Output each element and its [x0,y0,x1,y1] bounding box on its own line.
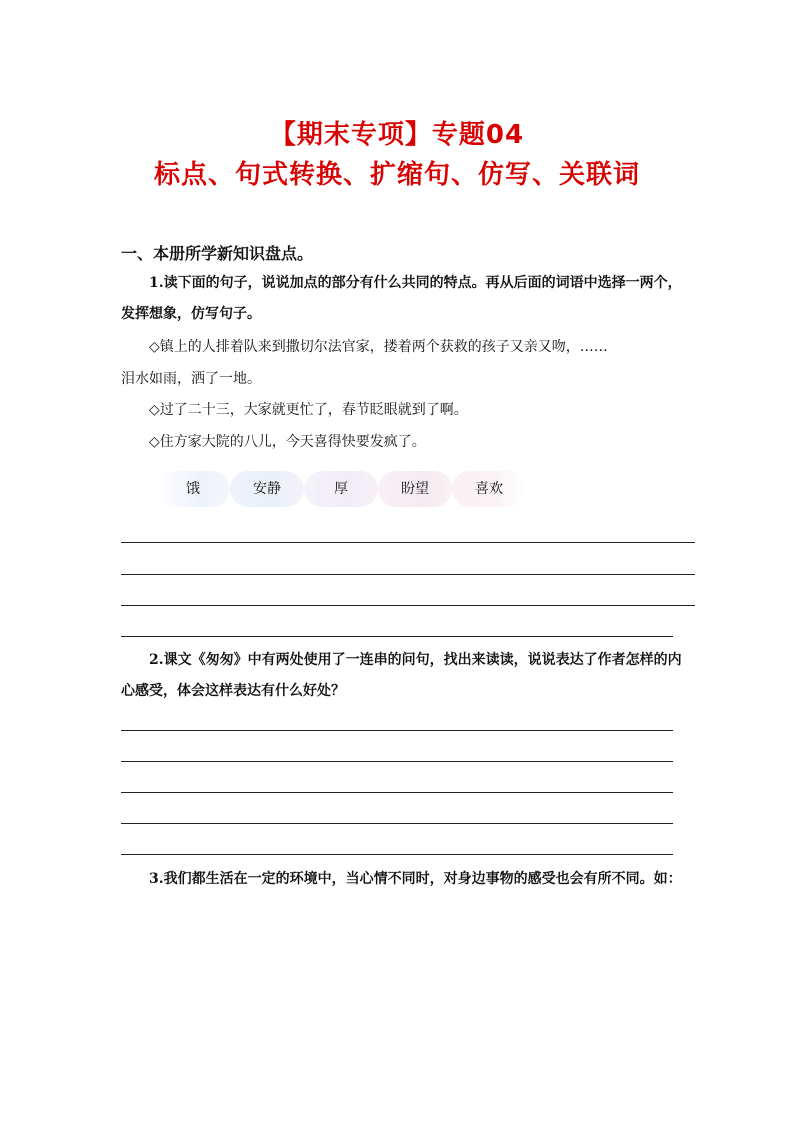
section-heading: 一、本册所学新知识盘点。 [121,244,314,263]
answer-line[interactable] [121,574,695,575]
example-2: ◇过了二十三，大家就更忙了，春节眨眼就到了啊。 [149,402,468,418]
answer-line[interactable] [121,542,695,543]
word-bank [156,471,526,507]
answer-line[interactable] [121,605,695,606]
title-line-1: 【期末专项】专题04 [269,120,525,150]
example-1-line-1: ◇镇上的人排着队来到撒切尔法官家，搂着两个获救的孩子又亲又吻，…… [149,339,608,355]
answer-line[interactable] [121,792,673,793]
answer-line[interactable] [121,761,673,762]
word-item: 厚 [304,471,378,507]
title-line-2: 标点、句式转换、扩缩句、仿写、关联词 [153,160,640,190]
answer-line[interactable] [121,823,673,824]
answer-line[interactable] [121,854,673,855]
example-1-line-2: 泪水如雨，洒了一地。 [121,371,261,387]
example-3: ◇住方家大院的八儿，今天喜得快要发疯了。 [149,434,426,450]
word-item: 安静 [230,471,304,507]
question-2: 2.课文《匆匆》中有两处使用了一连串的问句，找出来读读，说说表达了作者怎样的内心感受，体会这样表达有什么好处？ [121,652,682,699]
answer-line[interactable] [121,636,673,637]
question-3: 3.我们都生活在一定的环境中，当心情不同时，对身边事物的感受也会有所不同。如： [149,871,682,887]
word-item: 喜欢 [452,471,526,507]
word-item: 盼望 [378,471,452,507]
answer-line[interactable] [121,730,673,731]
question-1: 1.读下面的句子，说说加点的部分有什么共同的特点。再从后面的词语中选择一两个，发挥想象，仿写句子。 [121,275,682,322]
word-item: 饿 [156,471,230,507]
